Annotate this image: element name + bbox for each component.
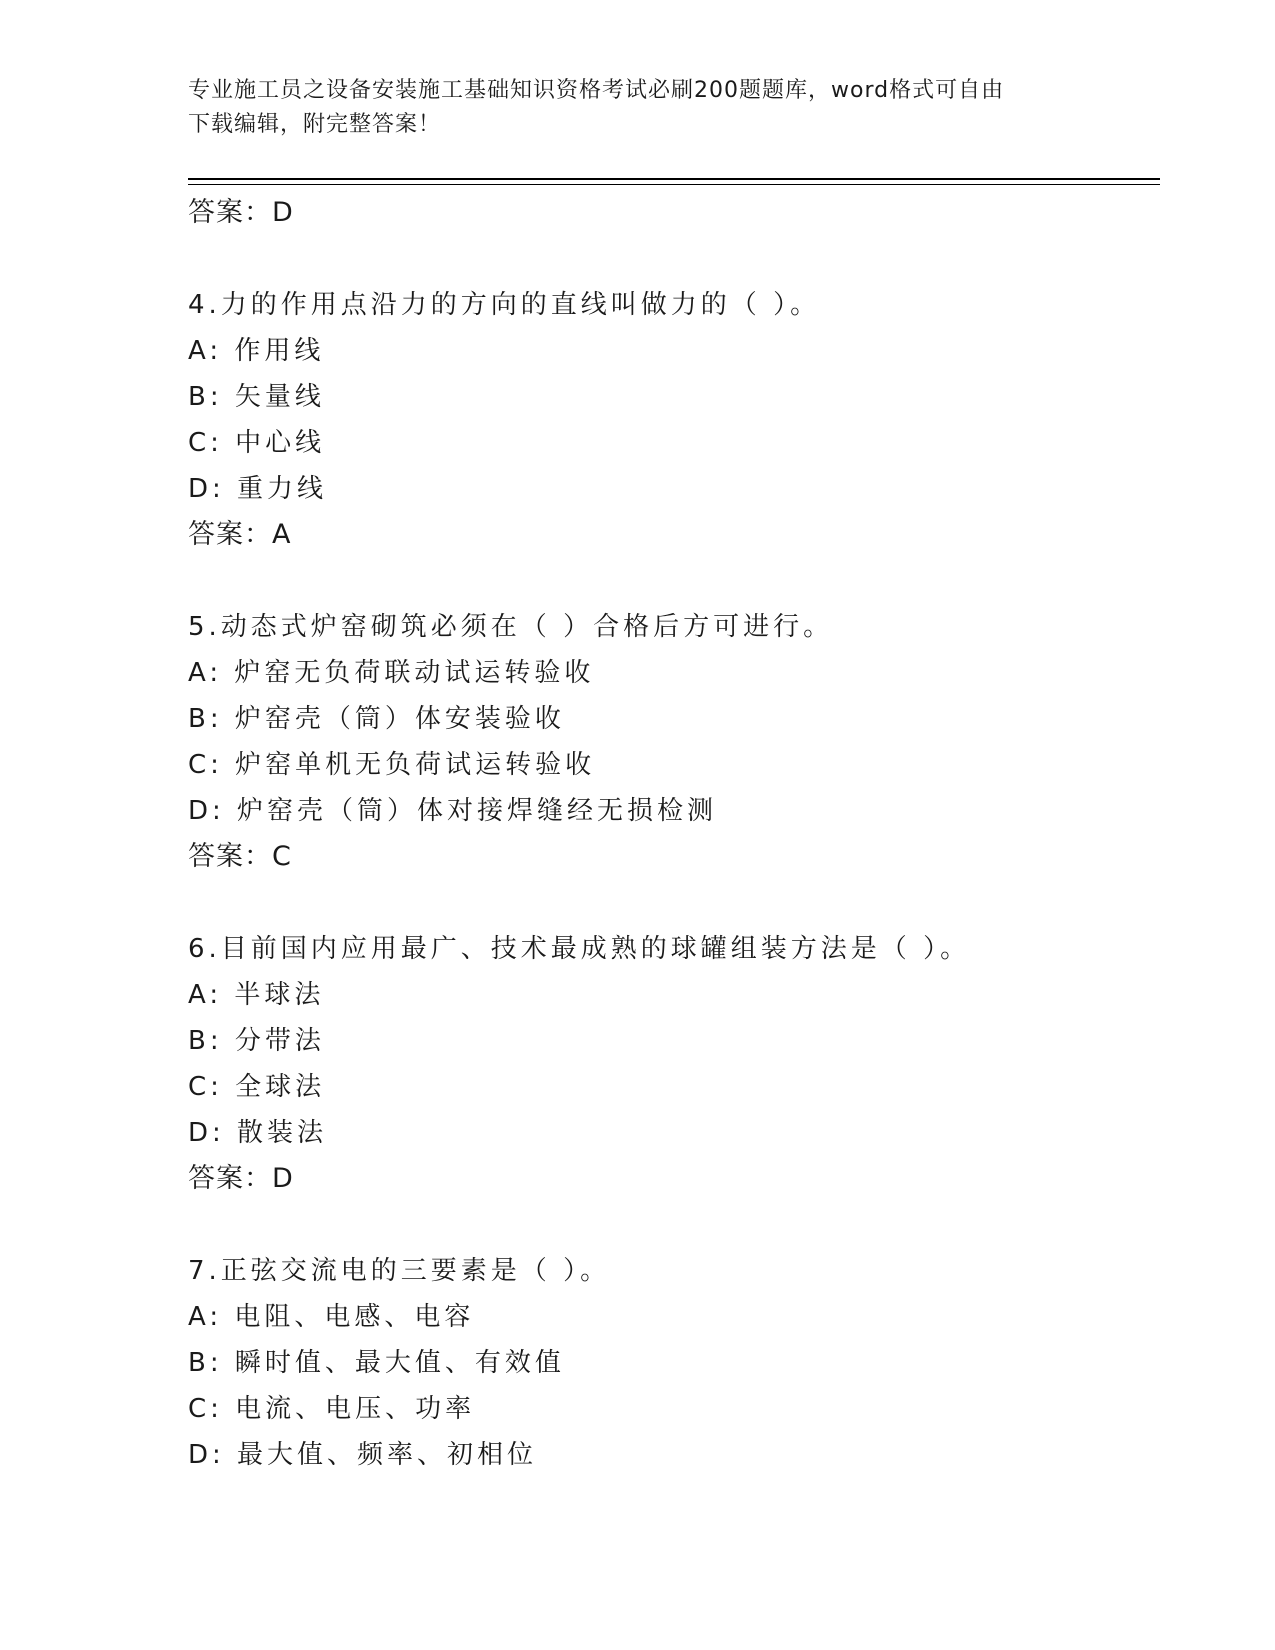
- option-a: A: 电阻、电感、电容: [188, 1302, 475, 1332]
- question-list: [188, 190, 1148, 1478]
- option-b: B: 炉窑壳（筒）体安装验收: [188, 704, 565, 734]
- header-divider-thin: [188, 184, 1160, 185]
- option-b: B: 分带法: [188, 1026, 325, 1056]
- answer-line: 答案：A: [188, 519, 292, 550]
- option-d: D: 散装法: [188, 1118, 328, 1148]
- question-block: [188, 282, 1148, 558]
- question-block: [188, 926, 1148, 1202]
- page-header: [188, 74, 1088, 142]
- question-block: [188, 604, 1148, 880]
- option-d: D: 炉窑壳（筒）体对接焊缝经无损检测: [188, 796, 718, 826]
- answer-line: 答案：D: [188, 197, 294, 228]
- option-b: B: 矢量线: [188, 382, 325, 412]
- option-c: C: 炉窑单机无负荷试运转验收: [188, 750, 596, 780]
- option-a: A: 作用线: [188, 336, 325, 366]
- header-text-line1: 专业施工员之设备安装施工基础知识资格考试必刷200题题库，word格式可自由: [188, 78, 1005, 103]
- question-stem: 5.动态式炉窑砌筑必须在（ ）合格后方可进行。: [188, 612, 834, 642]
- option-a: A: 炉窑无负荷联动试运转验收: [188, 658, 595, 688]
- option-b: B: 瞬时值、最大值、有效值: [188, 1348, 565, 1378]
- header-text-line2: 下载编辑，附完整答案！: [188, 112, 442, 137]
- question-stem: 4.力的作用点沿力的方向的直线叫做力的（ ）。: [188, 290, 821, 320]
- question-stem: 6.目前国内应用最广、技术最成熟的球罐组装方法是（ ）。: [188, 934, 971, 964]
- option-c: C: 中心线: [188, 428, 326, 458]
- option-d: D: 重力线: [188, 474, 328, 504]
- option-c: C: 全球法: [188, 1072, 326, 1102]
- option-c: C: 电流、电压、功率: [188, 1394, 476, 1424]
- question-block: [188, 1248, 1148, 1478]
- header-divider: [188, 178, 1160, 180]
- option-a: A: 半球法: [188, 980, 325, 1010]
- option-d: D: 最大值、频率、初相位: [188, 1440, 538, 1470]
- answer-line: 答案：C: [188, 841, 292, 872]
- question-stem: 7.正弦交流电的三要素是（ ）。: [188, 1256, 611, 1286]
- answer-line: 答案：D: [188, 1163, 294, 1194]
